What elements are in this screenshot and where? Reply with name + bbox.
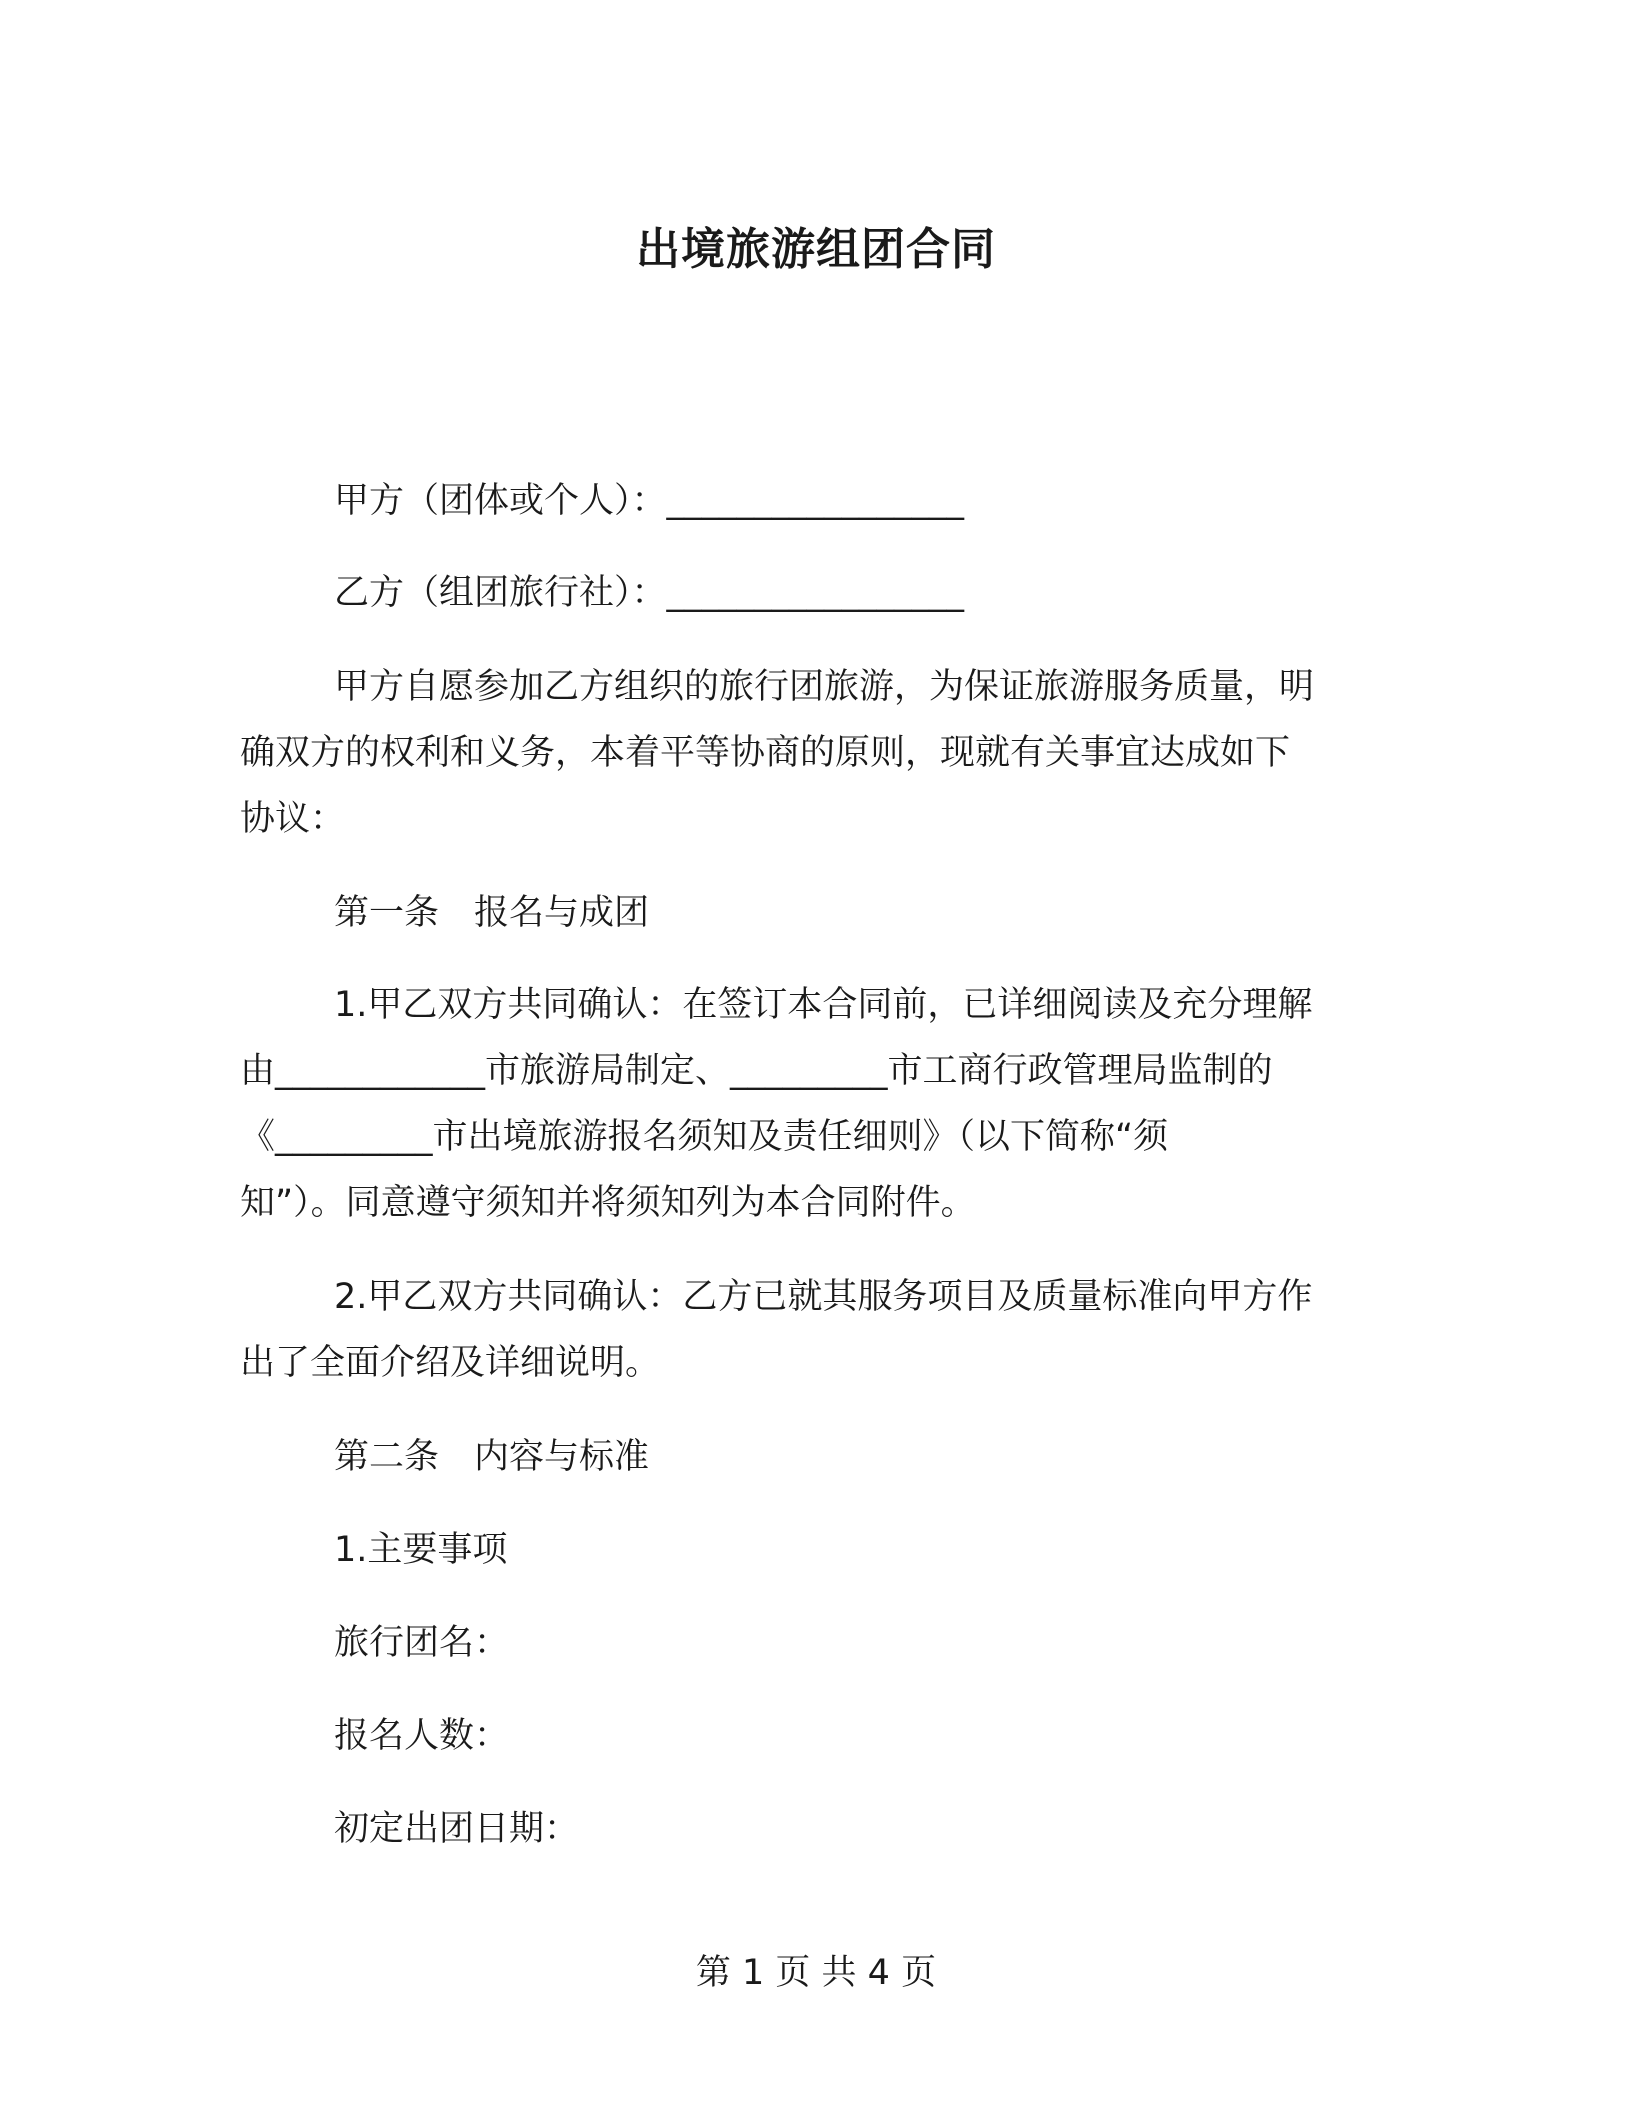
- party-b-line: 乙方（组团旅行社）：_________________: [334, 573, 965, 613]
- intro-line-1: 甲方自愿参加乙方组织的旅行团旅游，为保证旅游服务质量，明: [334, 667, 1315, 707]
- intro-line-2: 确双方的权利和义务，本着平等协商的原则，现就有关事宜达成如下: [240, 733, 1291, 773]
- article-2-item-1: 1.主要事项: [334, 1530, 508, 1570]
- article-1-item-1-line-3: 《_________市出境旅游报名须知及责任细则》（以下简称“须: [240, 1117, 1169, 1157]
- article-1-item-1-line-4: 知”）。同意遵守须知并将须知列为本合同附件。: [240, 1183, 976, 1223]
- intro-line-3: 协议：: [240, 799, 346, 839]
- article-1-item-2-line-2: 出了全面介绍及详细说明。: [240, 1343, 661, 1383]
- field-departure-date: 初定出团日期：: [334, 1809, 580, 1849]
- article-1-heading: 第一条 报名与成团: [334, 893, 650, 933]
- field-group-name: 旅行团名：: [334, 1623, 510, 1663]
- field-headcount: 报名人数：: [334, 1716, 510, 1756]
- article-1-item-2-line-1: 2.甲乙双方共同确认：乙方已就其服务项目及质量标准向甲方作: [334, 1277, 1313, 1317]
- page-indicator: 第 1 页 共 4 页: [695, 1953, 937, 1993]
- document-title: 出境旅游组团合同: [636, 224, 996, 275]
- article-1-item-1-line-1: 1.甲乙双方共同确认：在签订本合同前，已详细阅读及充分理解: [334, 985, 1313, 1025]
- article-1-item-1-line-2: 由____________市旅游局制定、_________市工商行政管理局监制的: [240, 1051, 1273, 1091]
- party-a-line: 甲方（团体或个人）：_________________: [334, 481, 965, 521]
- article-2-heading: 第二条 内容与标准: [334, 1437, 650, 1477]
